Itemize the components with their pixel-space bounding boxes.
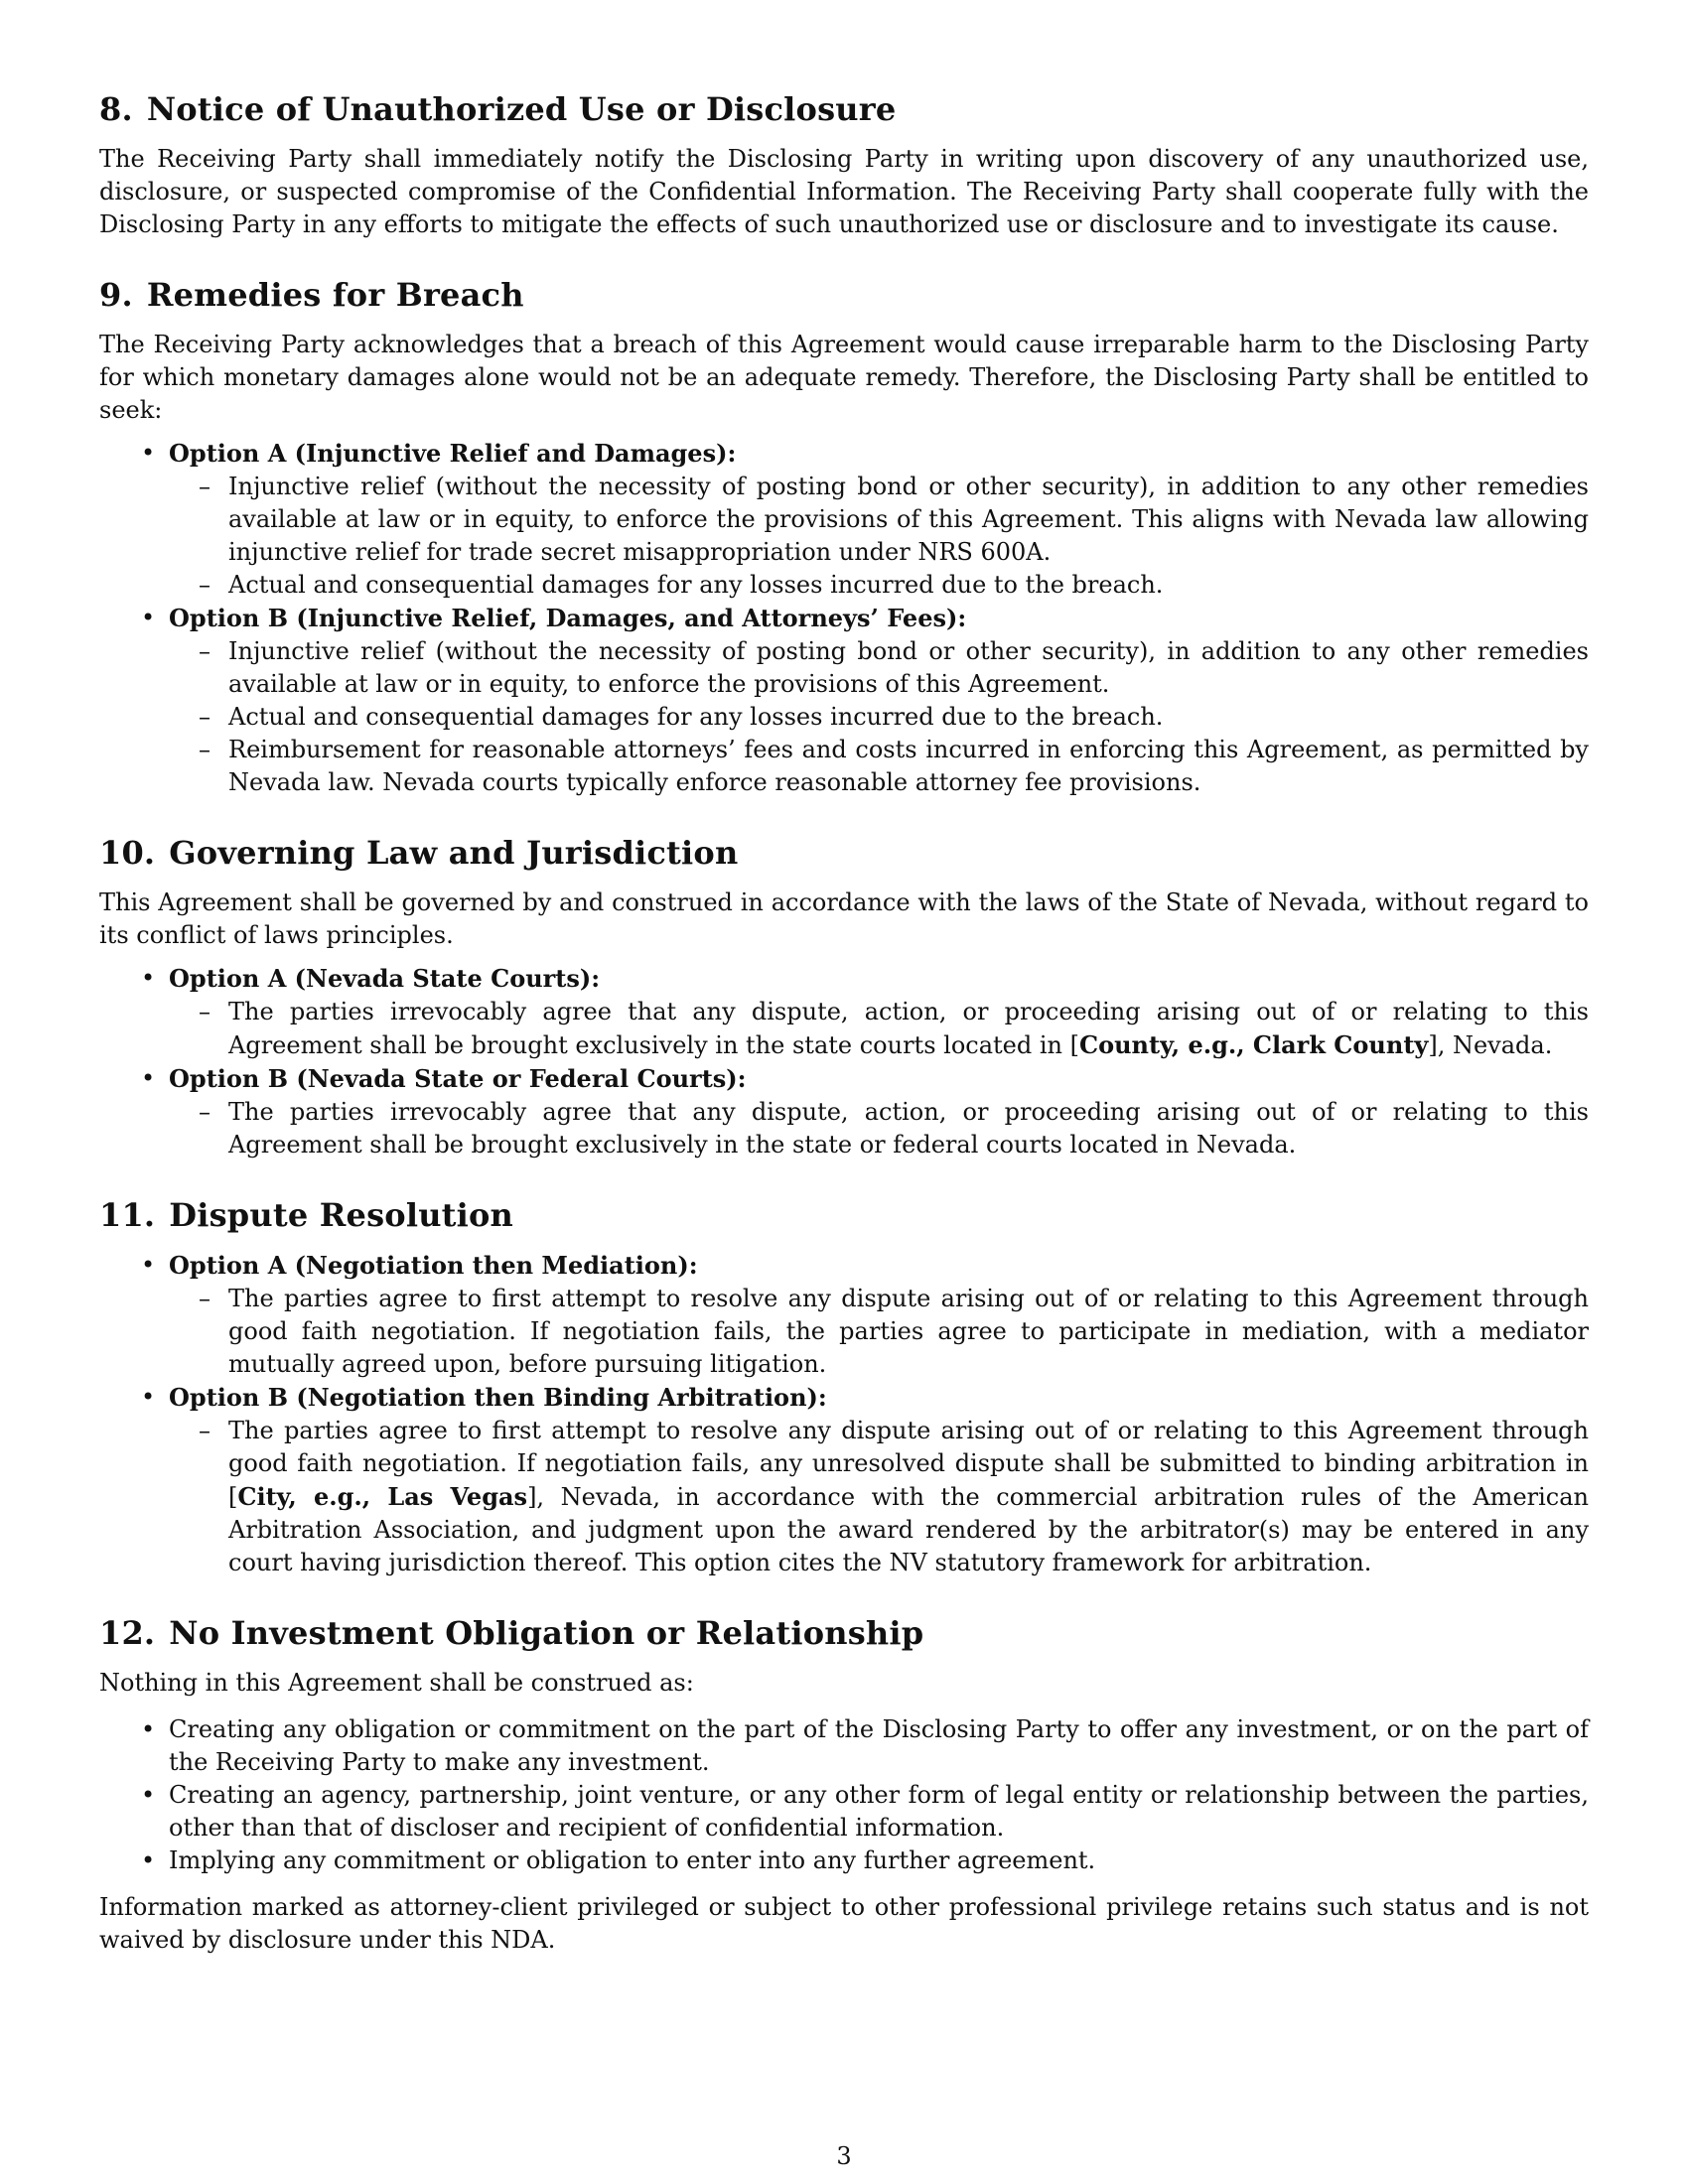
option-subitem: – Injunctive relief (without the necessity of posting bond or other security), in addition to any other remedies available at law or in equity, to enforce the provisions of this Agreement. This aligns with Nevada law allowing injunctive relief for trade secret misappropriation under NRS 600A.: [228, 471, 1589, 569]
option-item: [169, 1249, 1589, 1381]
option-subitem: – The parties irrevocably agree that any dispute, action, or proceeding arising out of or relating to this Agreement shall be brought exclusively in the state courts located in [County, e.g., Clark County], Nevada.: [228, 996, 1589, 1062]
section-11-options: [99, 1249, 1589, 1579]
placeholder-county: County, e.g., Clark County: [1078, 1030, 1429, 1059]
page-number: 3: [836, 2142, 852, 2170]
document-page: [99, 89, 1589, 1990]
section-9-paragraph: The Receiving Party acknowledges that a breach of this Agreement would cause irreparable harm to the Disclosing Party for which monetary damages alone would not be an adequate remedy. Therefore, the Disclosing Party shall be entitled to seek:: [99, 331, 1589, 424]
list-item: • Creating an agency, partnership, joint venture, or any other form of legal entity or relationship between the parties, other than that of discloser and recipient of confidential information.: [169, 1779, 1589, 1844]
section-8-heading: 8. Notice of Unauthorized Use or Disclosure: [99, 90, 897, 128]
option-subitem: – Actual and consequential damages for any losses incurred due to the breach.: [228, 569, 1589, 602]
placeholder-city: City, e.g., Las Vegas: [237, 1482, 528, 1511]
section-9: [99, 275, 1589, 799]
section-10-options: [99, 962, 1589, 1161]
option-item: [169, 1381, 1589, 1579]
section-9-heading: 9. Remedies for Breach: [99, 276, 524, 314]
section-11-heading: 11. Dispute Resolution: [99, 1196, 514, 1234]
list-item: • Creating any obligation or commitment on the part of the Disclosing Party to offer any investment, or on the part of the Receiving Party to make any investment.: [169, 1713, 1589, 1779]
option-item: [169, 1062, 1589, 1161]
section-10-heading: 10. Governing Law and Jurisdiction: [99, 834, 739, 872]
section-12-intro: Nothing in this Agreement shall be construed as:: [99, 1669, 694, 1697]
section-12-heading: 12. No Investment Obligation or Relationship: [99, 1614, 924, 1652]
option-title: Option A (Negotiation then Mediation):: [169, 1251, 698, 1280]
section-12: [99, 1613, 1589, 1957]
option-subitem: – The parties agree to first attempt to resolve any dispute arising out of or relating to this Agreement through good faith negotiation. If negotiation fails, any unresolved dispute shall be submitted to binding arbitration in [City, e.g., Las Vegas], Nevada, in accordance with the commercial arbitration rules of the American Arbitration Association, and judgment upon the award rendered by the arbitrator(s) may be entered in any court having jurisdiction thereof. This option cites the NV statutory framework for arbitration.: [228, 1415, 1589, 1579]
section-8-paragraph: The Receiving Party shall immediately notify the Disclosing Party in writing upon discovery of any unauthorized use, disclosure, or suspected compromise of the Confidential Information. The Receiving Party shall cooperate fully with the Disclosing Party in any efforts to mitigate the effects of such unauthorized use or disclosure and to investigate its cause.: [99, 145, 1589, 238]
section-8: [99, 89, 1589, 241]
section-10-paragraph: This Agreement shall be governed by and construed in accordance with the laws of the State of Nevada, without regard to its conflict of laws principles.: [99, 888, 1589, 949]
option-title: Option B (Negotiation then Binding Arbitration):: [169, 1383, 827, 1412]
option-title: Option B (Injunctive Relief, Damages, and Attorneys’ Fees):: [169, 604, 967, 632]
section-9-options: [99, 437, 1589, 799]
section-12-closing: Information marked as attorney-client privileged or subject to other professional privilege retains such status and is not waived by disclosure under this NDA.: [99, 1893, 1589, 1954]
option-subitem: – Reimbursement for reasonable attorneys’ fees and costs incurred in enforcing this Agreement, as permitted by Nevada law. Nevada courts typically enforce reasonable attorney fee provisions.: [228, 734, 1589, 799]
option-title: Option A (Nevada State Courts):: [169, 964, 601, 993]
option-item: [169, 437, 1589, 602]
option-subitem: – Injunctive relief (without the necessity of posting bond or other security), in addition to any other remedies available at law or in equity, to enforce the provisions of this Agreement.: [228, 635, 1589, 701]
option-subitem: – Actual and consequential damages for any losses incurred due to the breach.: [228, 701, 1589, 734]
section-11: [99, 1195, 1589, 1579]
option-title: Option B (Nevada State or Federal Courts):: [169, 1064, 747, 1093]
option-subitem: – The parties agree to first attempt to resolve any dispute arising out of or relating to this Agreement through good faith negotiation. If negotiation fails, the parties agree to participate in mediation, with a mediator mutually agreed upon, before pursuing litigation.: [228, 1283, 1589, 1381]
section-12-list: [99, 1713, 1589, 1877]
option-item: [169, 602, 1589, 799]
option-title: Option A (Injunctive Relief and Damages):: [169, 439, 737, 468]
option-subitem: – The parties irrevocably agree that any dispute, action, or proceeding arising out of or relating to this Agreement shall be brought exclusively in the state or federal courts located in Nevada.: [228, 1096, 1589, 1161]
list-item: • Implying any commitment or obligation to enter into any further agreement.: [169, 1844, 1589, 1877]
section-10: [99, 833, 1589, 1161]
option-item: [169, 962, 1589, 1062]
